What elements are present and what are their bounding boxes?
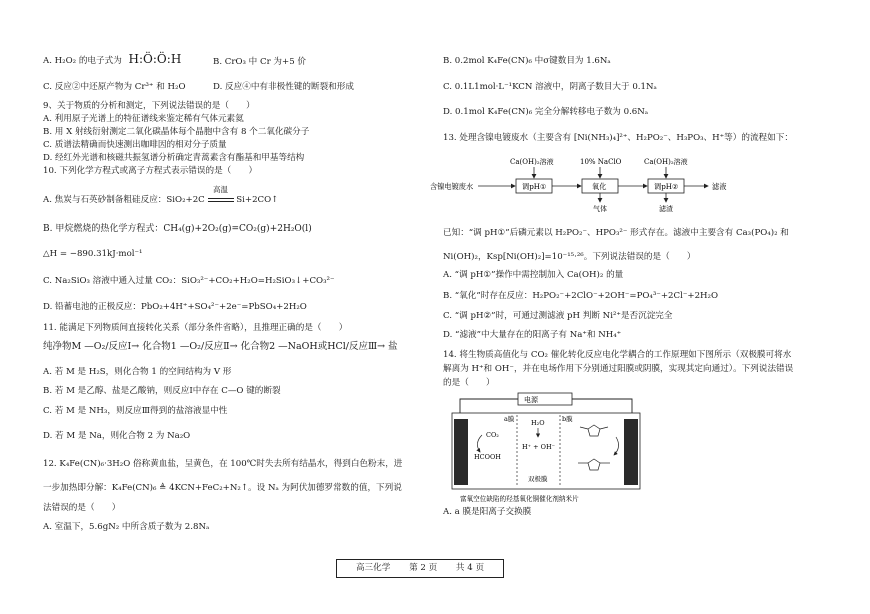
footer-subject: 高三化学 [355, 563, 391, 573]
reaction-products: Si+2CO↑ [236, 195, 279, 205]
q13-option-d: D. “滤液”中大量存在的阳离子有 Na⁺和 NH₄⁺ [443, 330, 622, 340]
electron-formula: H:Ö:Ö:H [128, 52, 182, 66]
q13-known-2: Ni(OH)₂，Ksp[Ni(OH)₂]=10⁻¹⁵·²⁶。下列说法错误的是（ ） [443, 252, 696, 262]
q8-option-b: B. CrO₃ 中 Cr 为+5 价 [213, 57, 307, 67]
q9-option-c: C. 质谱法精确而快速测出咖啡因的相对分子质量 [43, 140, 227, 150]
box-ph2-label: 调pH② [654, 182, 679, 191]
ions-label: H⁺ + OH⁻ [522, 443, 556, 451]
q14-option-a: A. a 膜是阳离子交换膜 [443, 507, 532, 517]
option-text: A. 焦炭与石英砂制备粗硅反应：SiO₂+2C [43, 195, 205, 205]
q12-stem-2: 一步加热即分解：K₄Fe(CN)₆ ≜ 4KCN+FeC₂+N₂↑。设 Nₐ 为阿伏加德罗常数的值，下列说 [43, 483, 402, 493]
q13-option-a: A. “调 pH①”操作中需控制加入 Ca(OH)₂ 的量 [443, 270, 624, 280]
hcooh-label: HCOOH [474, 453, 501, 461]
q13-stem: 13. 处理含镍电镀废水（主要含有 [Ni(NH₃)₄]²⁺、H₂PO₂⁻、H₃PO₃、H⁺等）的流程如下： [443, 133, 793, 143]
q13-known-1: 已知：“调 pH①”后磷元素以 H₂PO₂⁻、HPO₃²⁻ 形式存在。滤液中主要含有 Ca₃(PO₄)₂ 和 [443, 228, 789, 238]
q14-stem-3: 的是（ ） [443, 378, 495, 388]
q8-option-d: D. 反应④中有非极性键的断裂和形成 [213, 82, 354, 92]
output-gas: 气体 [593, 205, 607, 213]
box-oxidation-label: 氧化 [592, 182, 607, 191]
q12-option-b: B. 0.2mol K₄Fe(CN)₆ 中σ键数目为 1.6Nₐ [443, 56, 611, 66]
co2-label: CO₂ [486, 431, 499, 439]
q10-option-a [43, 185, 279, 206]
output-residue: 滤渣 [659, 205, 673, 213]
cathode-electrode [454, 419, 468, 485]
q10-stem: 10. 下列化学方程式或离子方程式表示错误的是（ ） [43, 166, 258, 176]
reagent-label-1: Ca(OH)₂溶液 [510, 158, 554, 166]
q12-option-d: D. 0.1mol K₄Fe(CN)₆ 完全分解转移电子数为 0.6Nₐ [443, 107, 649, 117]
reaction-condition: 高温 [213, 185, 228, 194]
membrane-a-label: a膜 [504, 415, 515, 423]
q12-stem: 12. K₄Fe(CN)₆·3H₂O 俗称黄血盐，呈黄色，在 100℃时失去所有结晶水，得到白色粉末，进 [43, 459, 403, 469]
q9-option-d: D. 经红外光谱和核磁共振氢谱分析确定青蒿素含有酯基和甲基等结构 [43, 153, 305, 163]
q9-option-a: A. 利用原子光谱上的特征谱线来鉴定稀有气体元素氦 [43, 114, 244, 124]
q11-stem: 11. 能满足下列物质间直接转化关系（部分条件省略），且推理正确的是（ ） [43, 323, 348, 333]
q13-option-b: B. “氧化”时存在反应：H₂PO₂⁻+2ClO⁻+2OH⁻=PO₄³⁻+2Cl⁻+2H₂O [443, 291, 719, 301]
q11-chain: 纯净物M —O₂/反应Ⅰ→ 化合物1 —O₂/反应Ⅱ→ 化合物2 —NaOH或HCl/反应Ⅲ→ 盐 [43, 341, 398, 352]
footer-page: 第 2 页 [409, 563, 438, 573]
option-text: A. H₂O₂ 的电子式为 [43, 56, 122, 66]
membrane-b-label: b膜 [562, 415, 573, 423]
q10-option-d: D. 铅蓄电池的正极反应：PbO₂+4H⁺+SO₄²⁻+2e⁻=PbSO₄+2H₂O [43, 302, 307, 312]
q13-option-c: C. “调 pH②”时，可通过测滤液 pH 判断 Ni²⁺是否沉淀完全 [443, 311, 673, 321]
anode-electrode [624, 419, 638, 485]
power-label: 电源 [524, 396, 538, 404]
q9-stem: 9、关于物质的分析和测定，下列说法错误的是（ ） [43, 101, 255, 111]
q11-option-d: D. 若 M 是 Na，则化合物 2 为 Na₂O [43, 431, 191, 441]
q12-option-a: A. 室温下，5.6gN₂ 中所含质子数为 2.8Nₐ [43, 522, 210, 532]
q10-option-c: C. Na₂SiO₃ 溶液中通入过量 CO₂：SiO₃²⁻+CO₂+H₂O=H₂SiO₃↓+CO₃²⁻ [43, 276, 335, 286]
footer-total: 共 4 页 [455, 563, 485, 573]
q8-option-a [43, 54, 181, 67]
q11-option-b: B. 若 M 是乙醇、盐是乙酸钠，则反应Ⅰ中存在 C—O 键的断裂 [43, 386, 281, 396]
q12-stem-3: 法错误的是（ ） [43, 503, 121, 513]
q11-option-a: A. 若 M 是 H₂S，则化合物 1 的空间结构为 V 形 [43, 367, 232, 377]
water-label: H₂O [531, 419, 545, 427]
q9-option-b: B. 用 X 射线衍射测定二氧化碳晶体每个晶胞中含有 8 个二氧化碳分子 [43, 127, 310, 137]
bipolar-membrane-label: 双极膜 [528, 475, 548, 483]
q10-option-b-enthalpy: △H = −890.31kJ·mol⁻¹ [43, 249, 143, 259]
electrolysis-cell-diagram [446, 389, 646, 513]
q11-option-c: C. 若 M 是 NH₃，则反应Ⅲ得到的盐溶液显中性 [43, 406, 228, 416]
reaction-arrow [208, 185, 234, 202]
reagent-label-2: 10% NaClO [580, 158, 622, 166]
q14-stem-2: 解离为 H⁺和 OH⁻，并在电场作用下分别通过阳膜或阴膜，实现其定向通过）。下列说法错误 [443, 364, 794, 374]
q12-option-c: C. 0.1L1mol·L⁻¹KCN 溶液中，阴离子数目大于 0.1Nₐ [443, 82, 657, 92]
q14-stem: 14. 将生物质高值化与 CO₂ 催化转化反应电化学耦合的工作原理如下图所示（双极膜可将水 [443, 350, 792, 360]
reagent-label-3: Ca(OH)₂溶液 [644, 158, 688, 166]
flow-start: 含镍电镀废水 [430, 182, 474, 191]
flow-end: 滤液 [712, 182, 727, 191]
page-footer [336, 559, 504, 578]
q8-option-c: C. 反应②中还原产物为 Cr³⁺ 和 H₂O [43, 82, 186, 92]
catalyst-caption: 富氧空位缺陷的羟基氧化铜催化剂纳米片 [460, 495, 579, 503]
process-flow-diagram [430, 152, 790, 214]
box-ph1-label: 调pH① [522, 182, 547, 191]
q10-option-b: B. 甲烷燃烧的热化学方程式：CH₄(g)+2O₂(g)=CO₂(g)+2H₂O(l) [43, 224, 312, 234]
